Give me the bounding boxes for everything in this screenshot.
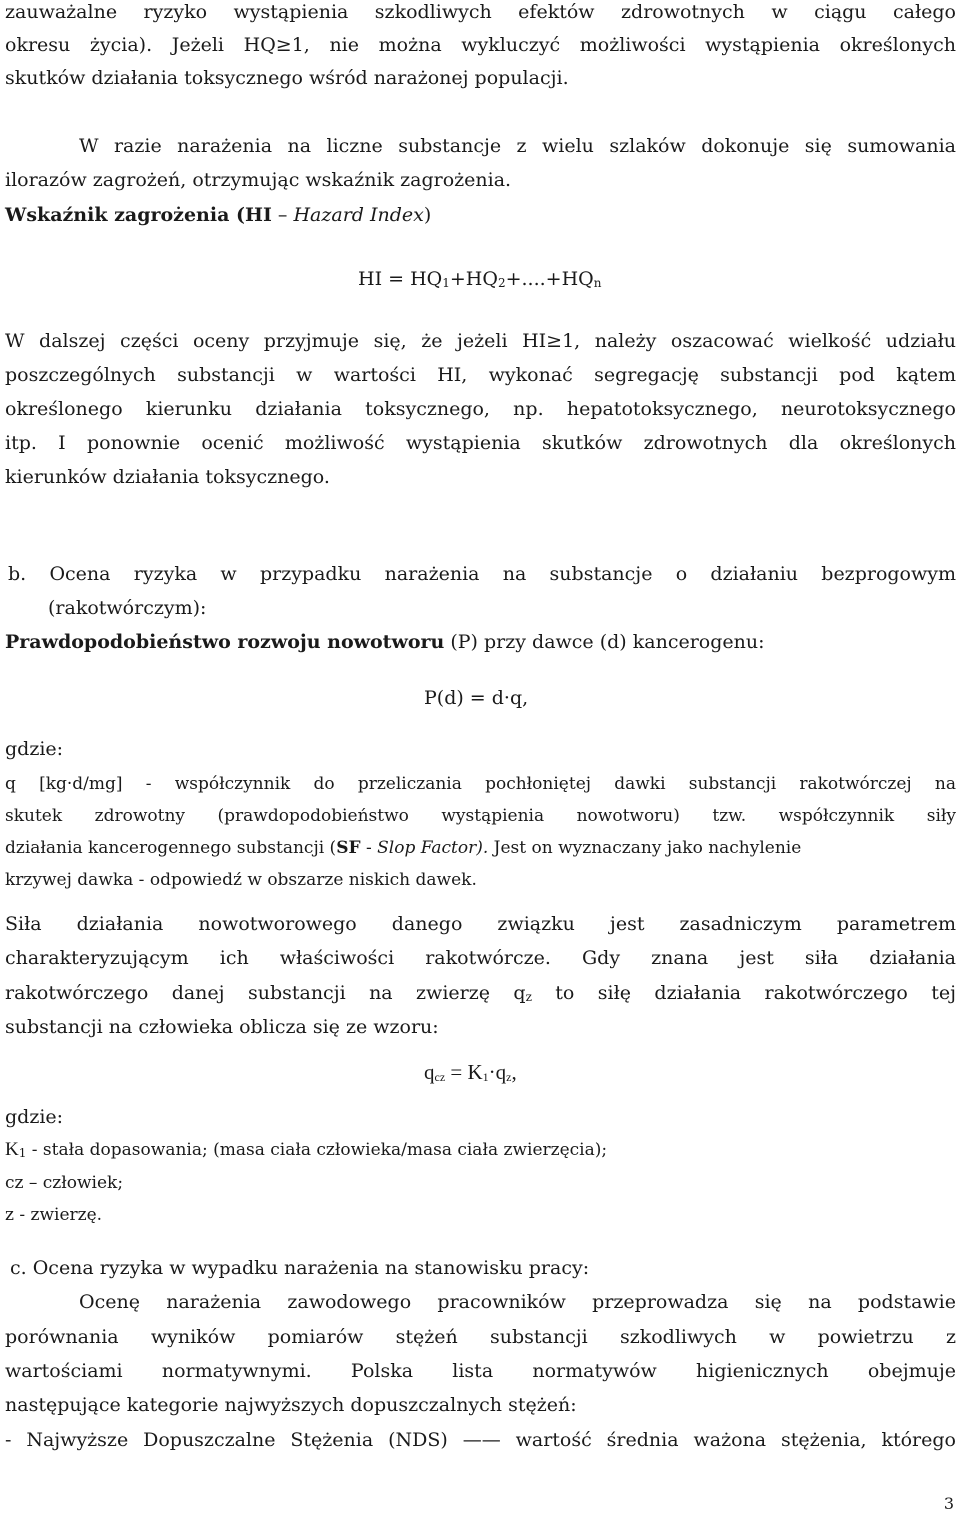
slop-factor-italic: Slop Factor). bbox=[377, 838, 489, 858]
paragraph-line: kierunków działania toksycznego. bbox=[5, 466, 330, 488]
page-number: 3 bbox=[943, 1494, 954, 1513]
subscript: z bbox=[525, 990, 532, 1004]
formula-part: ·q bbox=[488, 1060, 507, 1084]
cz-definition: cz – człowiek; bbox=[5, 1173, 124, 1193]
formula-part: +HQ bbox=[449, 268, 498, 290]
probability-heading bbox=[5, 630, 956, 654]
gdzie-label: gdzie: bbox=[5, 738, 64, 760]
paragraph-line: W razie narażenia na liczne substancje z wielu szlaków dokonuje się sumowania bbox=[79, 135, 956, 157]
formula-part: = K bbox=[445, 1060, 483, 1084]
k1-definition bbox=[5, 1138, 956, 1162]
formula-sub: 2 bbox=[497, 276, 506, 290]
definition-line: skutek zdrowotny (prawdopodobieństwo wystąpienia nowotworu) tzw. współczynnik siły bbox=[5, 806, 956, 826]
heading-italic: Hazard Index bbox=[293, 204, 424, 226]
definition-line bbox=[5, 836, 956, 860]
definition-line: krzywej dawka - odpowiedź w obszarze niskich dawek. bbox=[5, 870, 477, 890]
definition-line: q [kg·d/mg] - współczynnik do przeliczania pochłoniętej dawki substancji rakotwórczej na bbox=[5, 774, 956, 794]
probability-bold: Prawdopodobieństwo rozwoju nowotworu bbox=[5, 631, 445, 653]
probability-rest: (P) przy dawce (d) kancerogenu: bbox=[444, 631, 765, 653]
probability-formula: P(d) = d·q, bbox=[424, 687, 529, 709]
paragraph-line: Siła działania nowotworowego danego związku jest zasadniczym parametrem bbox=[5, 913, 956, 935]
text-part: Jest on wyznaczany jako nachylenie bbox=[488, 838, 802, 858]
paragraph-line: poszczególnych substancji w wartości HI, wykonać segregację substancji pod kątem bbox=[5, 364, 956, 386]
paragraph-line: określonego kierunku działania toksycznego, np. hepatotoksycznego, neurotoksycznego bbox=[5, 398, 956, 420]
text-part: - bbox=[360, 838, 378, 858]
paragraph-line: - Najwyższe Dopuszczalne Stężenia (NDS) —— wartość średnia ważona stężenia, którego bbox=[5, 1429, 956, 1451]
paragraph-line bbox=[5, 981, 956, 1005]
formula-sub: n bbox=[593, 276, 602, 290]
paragraph-line: Ocenę narażenia zawodowego pracowników przeprowadza się na podstawie bbox=[79, 1291, 956, 1313]
heading-dash: – bbox=[271, 204, 294, 226]
paragraph-line: zauważalne ryzyko wystąpienia szkodliwych efektów zdrowotnych w ciągu całego bbox=[5, 1, 956, 23]
formula-sub: cz bbox=[434, 1070, 446, 1084]
hazard-index-formula bbox=[358, 267, 758, 291]
gdzie-label: gdzie: bbox=[5, 1106, 64, 1128]
paragraph-line: W dalszej części oceny przyjmuje się, że jeżeli HI≥1, należy oszacować wielkość udziału bbox=[5, 330, 956, 352]
paragraph-line: substancji na człowieka oblicza się ze wzoru: bbox=[5, 1016, 439, 1038]
z-definition: z - zwierzę. bbox=[5, 1205, 103, 1225]
text-part: rakotwórczego danej substancji na zwierzę q bbox=[5, 982, 526, 1004]
subscript: 1 bbox=[18, 1146, 27, 1160]
text-part: to siłę działania rakotwórczego tej bbox=[531, 982, 956, 1004]
paragraph-line: charakteryzującym ich właściwości rakotwórcze. Gdy znana jest siła działania bbox=[5, 947, 956, 969]
formula-sub: z bbox=[506, 1070, 512, 1084]
formula-part: HI = HQ bbox=[358, 268, 443, 290]
list-item-c: c. Ocena ryzyka w wypadku narażenia na stanowisku pracy: bbox=[10, 1257, 590, 1279]
text-part: - stała dopasowania; (masa ciała człowieka/masa ciała zwierzęcia); bbox=[26, 1140, 608, 1160]
text-part: działania kancerogennego substancji ( bbox=[5, 838, 337, 858]
formula-part: q bbox=[424, 1060, 435, 1084]
list-item-b: b. Ocena ryzyka w przypadku narażenia na substancje o działaniu bezprogowym bbox=[8, 563, 956, 585]
sf-abbrev: SF bbox=[336, 838, 361, 858]
heading-close: ) bbox=[423, 204, 432, 226]
formula-part: +....+HQ bbox=[505, 268, 594, 290]
paragraph-line: ilorazów zagrożeń, otrzymując wskaźnik zagrożenia. bbox=[5, 169, 512, 191]
paragraph-line: itp. I ponownie ocenić możliwość wystąpienia skutków zdrowotnych dla określonych bbox=[5, 432, 956, 454]
hazard-index-heading bbox=[5, 203, 956, 227]
paragraph-line: następujące kategorie najwyższych dopuszczalnych stężeń: bbox=[5, 1394, 577, 1416]
paragraph-line: wartościami normatywnymi. Polska lista normatywów higienicznych obejmuje bbox=[5, 1360, 956, 1382]
formula-part: , bbox=[511, 1060, 517, 1084]
list-item-b-cont: (rakotwórczym): bbox=[48, 597, 207, 619]
formula-sub: 1 bbox=[482, 1070, 489, 1084]
formula-sub: 1 bbox=[442, 276, 450, 290]
paragraph-line: skutków działania toksycznego wśród narażonej populacji. bbox=[5, 67, 569, 89]
heading-bold: Wskaźnik zagrożenia (HI bbox=[5, 204, 272, 226]
paragraph-line: okresu życia). Jeżeli HQ≥1, nie można wykluczyć możliwości wystąpienia określonych bbox=[5, 34, 956, 56]
k1-symbol: K bbox=[5, 1139, 19, 1160]
paragraph-line: porównania wyników pomiarów stężeń substancji szkodliwych w powietrzu z bbox=[5, 1326, 956, 1348]
human-potency-formula bbox=[424, 1060, 724, 1084]
